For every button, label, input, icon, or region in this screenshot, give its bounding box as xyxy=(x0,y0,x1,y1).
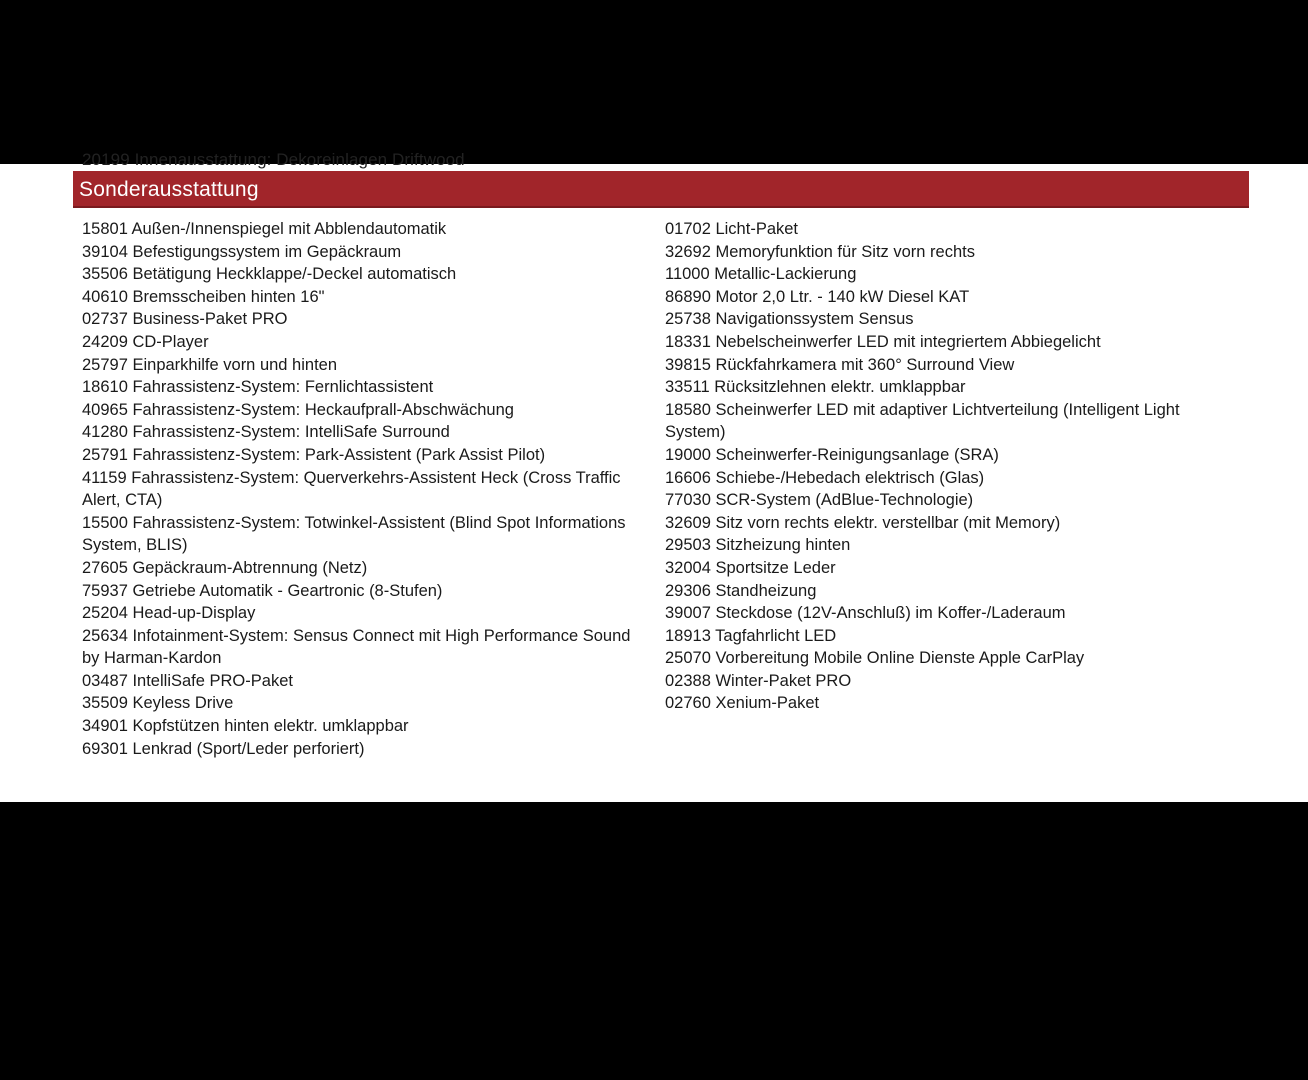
list-item: 15500 Fahrassistenz-System: Totwinkel-Assistent (Blind Spot Informations System, BLIS) xyxy=(82,513,626,555)
list-item: 15801 Außen-/Innenspiegel mit Abblendautomatik xyxy=(82,220,447,238)
list-item: 19000 Scheinwerfer-Reinigungsanlage (SRA) xyxy=(665,445,999,464)
list-item: 25738 Navigationssystem Sensus xyxy=(665,310,914,329)
list-item: 18331 Nebelscheinwerfer LED mit integriertem Abbiegelicht xyxy=(665,332,1101,351)
list-item: 69301 Lenkrad (Sport/Leder perforiert) xyxy=(82,739,365,758)
list-item: 39104 Befestigungssystem im Gepäckraum xyxy=(82,242,402,261)
list-item: 18580 Scheinwerfer LED mit adaptiver Lichtverteilung (Intelligent Light System) xyxy=(665,400,1180,442)
list-item: 32692 Memoryfunktion für Sitz vorn rechts xyxy=(665,242,975,261)
list-item: 32609 Sitz vorn rechts elektr. verstellbar (mit Memory) xyxy=(665,513,1061,532)
list-item: 32004 Sportsitze Leder xyxy=(665,558,836,577)
list-item: 25791 Fahrassistenz-System: Park-Assistent (Park Assist Pilot) xyxy=(82,445,546,464)
list-item: 02737 Business-Paket PRO xyxy=(82,310,288,329)
list-item: 39007 Steckdose (12V-Anschluß) im Koffer-/Laderaum xyxy=(665,604,1066,623)
list-item: 27605 Gepäckraum-Abtrennung (Netz) xyxy=(82,558,368,577)
list-item: 01702 Licht-Paket xyxy=(665,220,799,238)
list-item: 25070 Vorbereitung Mobile Online Dienste Apple CarPlay xyxy=(665,649,1085,668)
list-item: 75937 Getriebe Automatik - Geartronic (8-Stufen) xyxy=(82,581,443,600)
list-item: 35506 Betätigung Heckklappe/-Deckel automatisch xyxy=(82,265,457,284)
list-item: 03487 IntelliSafe PRO-Paket xyxy=(82,671,293,690)
equipment-list-right xyxy=(665,218,1210,715)
list-item: 86890 Motor 2,0 Ltr. - 140 kW Diesel KAT xyxy=(665,287,970,306)
list-item: 41159 Fahrassistenz-System: Querverkehrs-Assistent Heck (Cross Traffic Alert, CTA) xyxy=(82,468,621,510)
section-title: Sonderausstattung xyxy=(79,178,259,201)
list-item: 02760 Xenium-Paket xyxy=(665,694,820,713)
list-item: 18913 Tagfahrlicht LED xyxy=(665,626,837,645)
list-item: 35509 Keyless Drive xyxy=(82,694,234,713)
list-item: 29503 Sitzheizung hinten xyxy=(665,536,851,555)
list-item: 39815 Rückfahrkamera mit 360° Surround View xyxy=(665,355,1015,374)
list-item: 33511 Rücksitzlehnen elektr. umklappbar xyxy=(665,378,966,397)
list-item: 25797 Einparkhilfe vorn und hinten xyxy=(82,355,338,374)
list-item: 18610 Fahrassistenz-System: Fernlichtassistent xyxy=(82,378,434,397)
list-item: 25634 Infotainment-System: Sensus Connect mit High Performance Sound by Harman-Kardon xyxy=(82,626,631,668)
list-item: 77030 SCR-System (AdBlue-Technologie) xyxy=(665,491,974,510)
equipment-list-left xyxy=(82,218,647,760)
section-header-bar xyxy=(73,171,1249,208)
cut-off-text-line: 20199 Innenausstattung: Dekoreinlagen Driftwood xyxy=(82,150,465,169)
list-item: 34901 Kopfstützen hinten elektr. umklappbar xyxy=(82,717,409,736)
list-item: 41280 Fahrassistenz-System: IntelliSafe Surround xyxy=(82,423,450,442)
list-item: 29306 Standheizung xyxy=(665,581,817,600)
list-item: 02388 Winter-Paket PRO xyxy=(665,671,852,690)
list-item: 40965 Fahrassistenz-System: Heckaufprall-Abschwächung xyxy=(82,400,514,419)
list-item: 24209 CD-Player xyxy=(82,332,209,351)
list-item: 25204 Head-up-Display xyxy=(82,604,256,623)
list-item: 40610 Bremsscheiben hinten 16" xyxy=(82,287,325,306)
document-sheet xyxy=(0,150,1308,802)
list-item: 16606 Schiebe-/Hebedach elektrisch (Glas) xyxy=(665,468,985,487)
list-item: 11000 Metallic-Lackierung xyxy=(665,265,857,284)
